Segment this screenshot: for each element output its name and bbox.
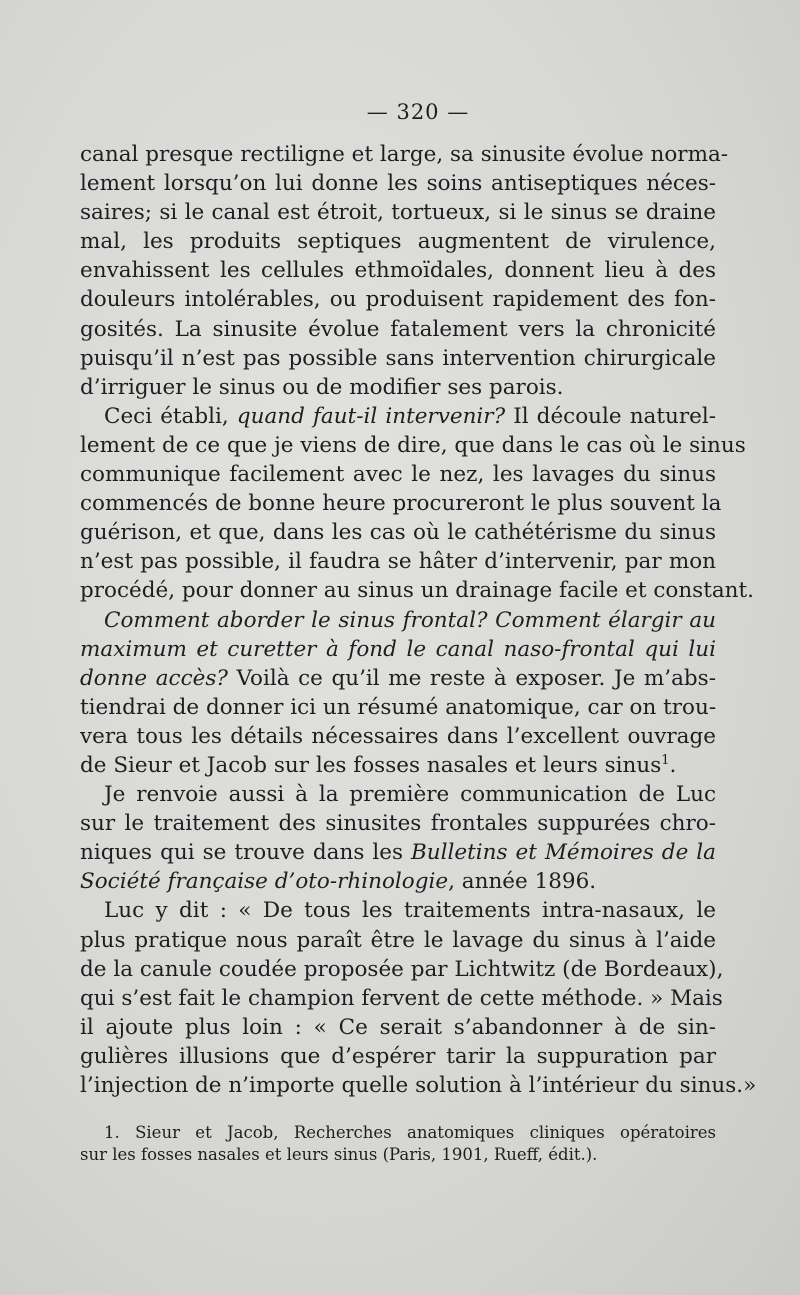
- text-line: maximum et curetter à fond le canal naso-frontal qui lui: [80, 636, 716, 662]
- text-line: donne accès? Voilà ce qu’il me reste à exposer. Je m’abs-: [80, 665, 716, 691]
- text-line: de la canule coudée proposée par Lichtwitz (de Bordeaux),: [80, 956, 724, 982]
- paragraph: [80, 140, 729, 402]
- text-line: communique facilement avec le nez, les lavages du sinus: [80, 462, 716, 488]
- text-line: douleurs intolérables, ou produisent rapidement des fon-: [80, 287, 716, 313]
- body-text: [80, 140, 757, 1100]
- book-page: [80, 98, 757, 1166]
- text-line: tiendrai de donner ici un résumé anatomique, car on trou-: [80, 694, 717, 720]
- text-line: vera tous les détails nécessaires dans l’excellent ouvrage: [80, 723, 716, 749]
- text-line: Luc y dit : « De tous les traitements intra-nasaux, le: [104, 898, 716, 924]
- text-line: puisqu’il n’est pas possible sans intervention chirurgicale: [80, 345, 716, 371]
- footnote-line: sur les fosses nasales et leurs sinus (Paris, 1901, Rueff, édit.).: [80, 1145, 598, 1165]
- footnote-line: 1. Sieur et Jacob, Recherches anatomiques cliniques opératoires: [104, 1123, 716, 1143]
- text-line: de Sieur et Jacob sur les fosses nasales et leurs sinus$^1$.: [80, 752, 677, 778]
- text-line: procédé, pour donner au sinus un drainage facile et constant.: [80, 578, 754, 604]
- text-line: envahissent les cellules ethmoïdales, donnent lieu à des: [80, 258, 716, 284]
- footnote: [80, 1122, 716, 1166]
- paragraph: [80, 780, 716, 896]
- text-line: lement lorsqu’on lui donne les soins antiseptiques néces-: [80, 171, 716, 197]
- text-line: qui s’est fait le champion fervent de cette méthode. » Mais: [80, 985, 723, 1011]
- text-line: commencés de bonne heure procureront le plus souvent la: [80, 491, 722, 517]
- text-line: gosités. La sinusite évolue fatalement vers la chronicité: [80, 316, 716, 342]
- text-line: n’est pas possible, il faudra se hâter d’intervenir, par mon: [80, 549, 716, 575]
- text-line: niques qui se trouve dans les Bulletins et Mémoires de la: [80, 840, 716, 866]
- text-line: Comment aborder le sinus frontal? Comment élargir au: [104, 607, 716, 633]
- page-number: — 320 —: [366, 100, 470, 124]
- text-line: guérison, et que, dans les cas où le cathétérisme du sinus: [80, 520, 716, 546]
- text-line: gulières illusions que d’espérer tarir la suppuration par: [80, 1043, 716, 1069]
- text-line: il ajoute plus loin : « Ce serait s’abandonner à de sin-: [80, 1014, 716, 1040]
- text-line: plus pratique nous paraît être le lavage du sinus à l’aide: [80, 927, 716, 953]
- text-line: Je renvoie aussi à la première communication de Luc: [104, 782, 716, 808]
- text-line: l’injection de n’importe quelle solution à l’intérieur du sinus.»: [80, 1073, 757, 1098]
- text-line: Société française d’oto-rhinologie, année 1896.: [80, 869, 597, 895]
- text-line: d’irriguer le sinus ou de modifier ses parois.: [80, 374, 564, 400]
- text-line: lement de ce que je viens de dire, que dans le cas où le sinus: [80, 432, 746, 458]
- paragraph: [80, 606, 716, 781]
- paragraph: [80, 402, 754, 606]
- paragraph: [80, 896, 757, 1100]
- text-line: mal, les produits septiques augmentent de virulence,: [80, 229, 716, 255]
- text-line: canal presque rectiligne et large, sa sinusite évolue norma-: [80, 142, 729, 167]
- text-line: sur le traitement des sinusites frontales suppurées chro-: [80, 811, 716, 837]
- text-line: saires; si le canal est étroit, tortueux, si le sinus se draine: [80, 200, 716, 226]
- text-line: Ceci établi, quand faut-il intervenir? Il découle naturel-: [104, 403, 716, 429]
